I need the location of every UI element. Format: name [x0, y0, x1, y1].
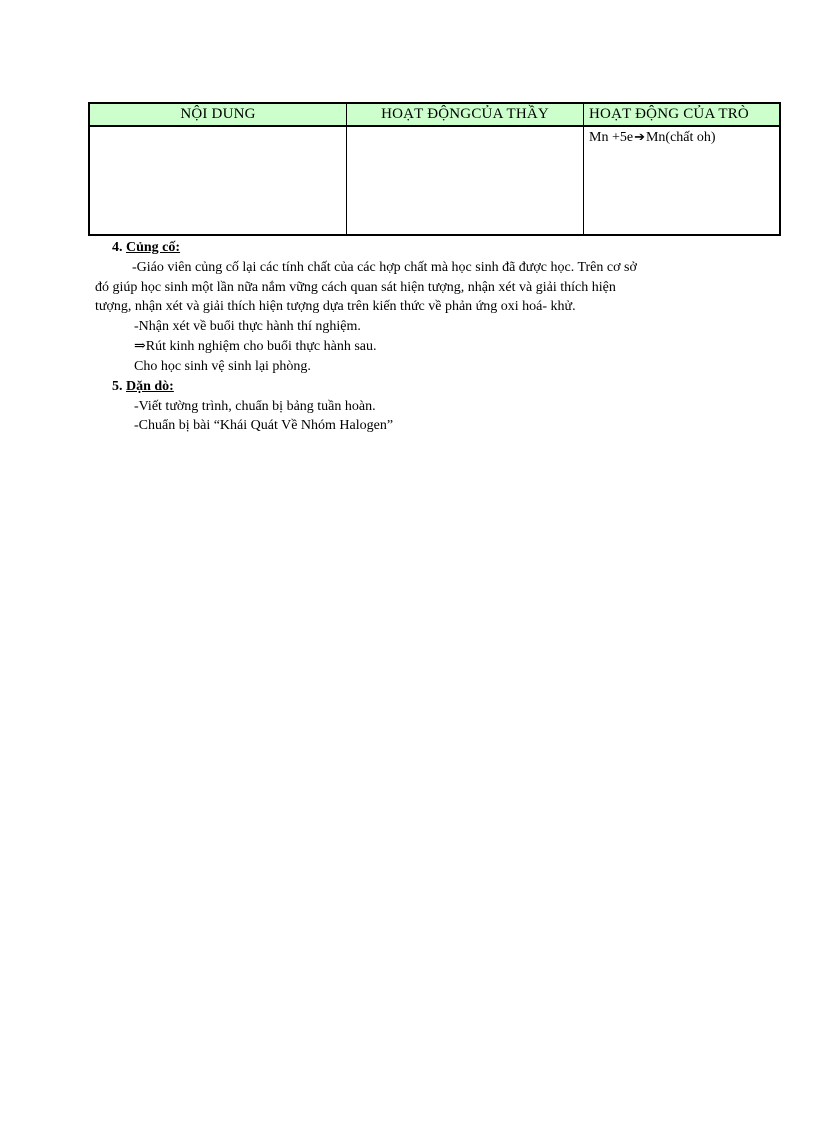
section-4-note-evaluation: -Nhận xét về buổi thực hành thí nghiệm.	[134, 319, 361, 334]
section-5-title: Dặn dò:	[126, 379, 174, 394]
section-4-paragraph-line-2: đó giúp học sinh một lần nữa nắm vững cách quan sát hiện tượng, nhận xét và giải thích hiện	[95, 280, 616, 295]
equation-right: Mn(chất oh)	[645, 130, 716, 145]
header-hoat-dong-tro: HOẠT ĐỘNG CỦA TRÒ	[584, 103, 781, 126]
section-5-task-report: -Viết tường trình, chuẩn bị bảng tuần hoàn.	[134, 399, 376, 414]
equation-left: Mn +5e	[589, 130, 634, 145]
section-5-heading	[112, 377, 174, 397]
section-5-task-prepare: -Chuẩn bị bài “Khái Quát Về Nhóm Halogen”	[134, 418, 394, 433]
section-4-paragraph-line-3: tượng, nhận xét và giải thích hiện tượng dựa trên kiến thức về phản ứng oxi hoá- khử.	[95, 299, 576, 314]
section-4-note-experience-text: Rút kinh nghiệm cho buổi thực hành sau.	[145, 339, 377, 354]
implies-arrow-icon: ⇒	[134, 339, 146, 354]
cell-hoat-dong-thay	[347, 126, 584, 235]
table-header-row	[89, 103, 780, 126]
section-4-paragraph-line-1: -Giáo viên củng cố lại các tính chất của các hợp chất mà học sinh đã được học. Trên cơ sở	[132, 260, 637, 275]
section-4-heading	[112, 238, 180, 258]
cell-hoat-dong-tro	[584, 126, 781, 235]
table-row	[89, 126, 780, 235]
header-hoat-dong-thay: HOẠT ĐỘNGCỦA THẦY	[347, 103, 584, 126]
cell-noi-dung	[89, 126, 347, 235]
section-4-note-cleanup: Cho học sinh vệ sinh lại phòng.	[134, 359, 311, 374]
right-arrow-icon: ➔	[634, 129, 645, 144]
section-4-title: Củng cố:	[126, 240, 181, 255]
section-4-note-experience	[134, 337, 377, 357]
section-4-number: 4.	[112, 240, 123, 255]
section-5-number: 5.	[112, 379, 123, 394]
header-noi-dung: NỘI DUNG	[89, 103, 347, 126]
lesson-table	[88, 102, 781, 236]
